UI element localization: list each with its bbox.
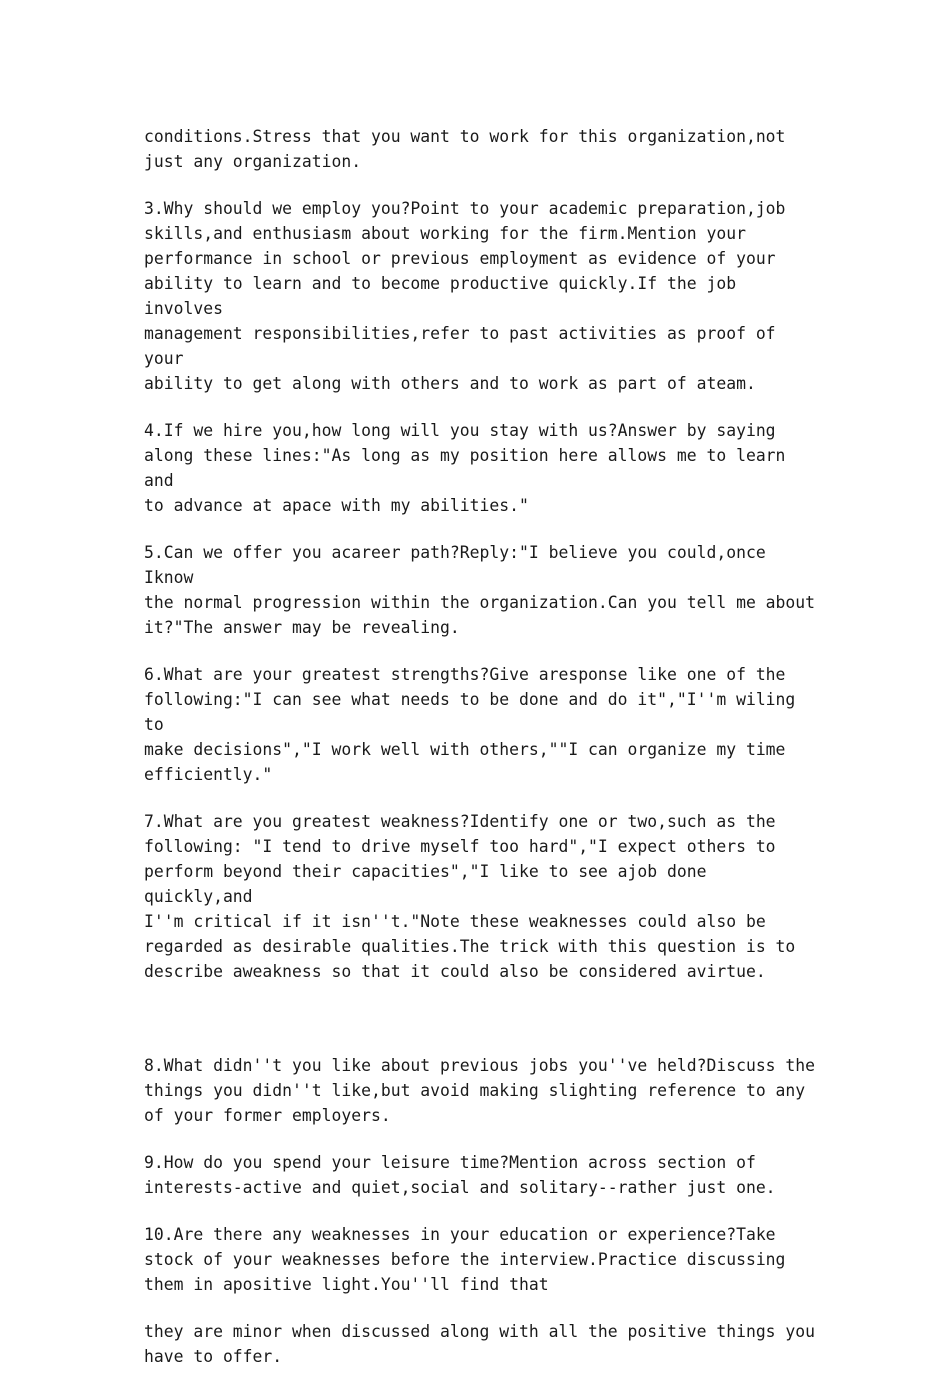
paragraph-question-6: 6.What are your greatest strengths?Give aresponse like one of the following:"I can see what needs to be done and do it","I''m wiling to make decisions","I work well with others,""I can organize my time efficiently." bbox=[144, 665, 796, 784]
paragraph-question-4: 4.If we hire you,how long will you stay with us?Answer by saying along these lines:"As long as my position here allows me to learn and to advance at apace with my abilities." bbox=[144, 421, 786, 515]
paragraph-question-5: 5.Can we offer you acareer path?Reply:"I believe you could,once Iknow the normal progression within the organization.Can you tell me about it?"The answer may be revealing. bbox=[144, 543, 816, 637]
paragraph-question-10-continued: they are minor when discussed along with all the positive things you have to offer. bbox=[144, 1322, 816, 1366]
paragraph-continuation: conditions.Stress that you want to work for this organization,not just any organization. bbox=[144, 127, 786, 171]
paragraph-question-9: 9.How do you spend your leisure time?Mention across section of interests-active and quiet,social and solitary--rather just one. bbox=[144, 1153, 776, 1197]
paragraph-question-3: 3.Why should we employ you?Point to your academic preparation,job skills,and enthusiasm about working for the firm.Mention your performance in school or previous employment as evidence of your ability to learn and to become productive quickly.If the job involves management responsibilities,refer to past activities as proof of your ability to get along with others and to work as part of ateam. bbox=[144, 199, 786, 393]
paragraph-question-8: 8.What didn''t you like about previous jobs you''ve held?Discuss the things you didn''t like,but avoid making slighting reference to any of your former employers. bbox=[144, 1056, 816, 1125]
paragraph-question-7: 7.What are you greatest weakness?Identify one or two,such as the following: "I tend to drive myself too hard","I expect others to perform beyond their capacities","I like to see ajob done quickly,and I''m critical if it isn''t."Note these weaknesses could also be regarded as desirable qualities.The trick with this question is to describe aweakness so that it could also be considered avirtue. bbox=[144, 812, 796, 981]
document-body bbox=[144, 124, 824, 1391]
paragraph-question-10: 10.Are there any weaknesses in your education or experience?Take stock of your weaknesses before the interview.Practice discussing them in apositive light.You''ll find that bbox=[144, 1225, 786, 1294]
